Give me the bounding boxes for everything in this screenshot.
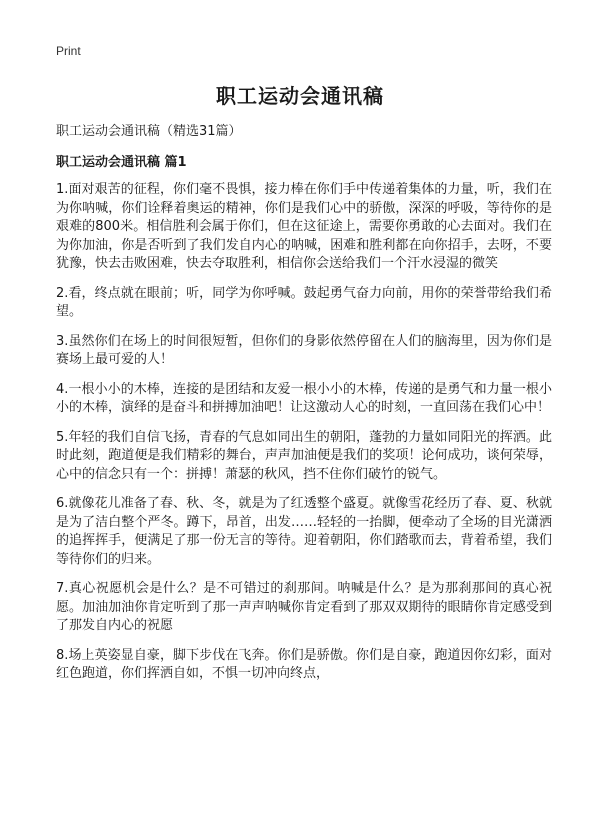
document-title: 职工运动会通讯稿 bbox=[216, 84, 384, 108]
paragraph-5: 5.年轻的我们自信飞扬，青春的气息如同出生的朝阳，蓬勃的力量如同阳光的挥洒。此时此刻，跑道便是我们精彩的舞台，声声加油便是我们的奖项！论何成功，谈何荣辱，心中的信念只有一个：拼搏！萧瑟的秋风，挡不住你们破竹的锐气。 bbox=[56, 429, 552, 482]
paragraph-1: 1.面对艰苦的征程，你们毫不畏惧，接力棒在你们手中传递着集体的力量，听，我们在为你呐喊，你们诠释着奥运的精神，你们是我们心中的骄傲，深深的呼吸，等待你的是艰难的800米。相信胜利会属于你们，但在这征途上，需要你勇敢的心去面对。我们在为你加油，你是否听到了我们发自内心的呐喊，困难和胜利都在向你招手，去呀，不要犹豫，快去击败困难，快去夺取胜利，相信你会送给我们一个汗水浸湿的微笑 bbox=[56, 182, 552, 271]
paragraph-8: 8.场上英姿显自豪，脚下步伐在飞奔。你们是骄傲。你们是自豪，跑道因你幻彩，面对红色跑道，你们挥洒自如，不惧一切冲向终点， bbox=[56, 647, 552, 681]
paragraph-2: 2.看，终点就在眼前；听，同学为你呼喊。鼓起勇气奋力向前，用你的荣誉带给我们希望。 bbox=[56, 285, 552, 319]
paragraph-6: 6.就像花儿准备了春、秋、冬，就是为了红透整个盛夏。就像雪花经历了春、夏、秋就是为了洁白整个严冬。蹲下，昂首，出发……轻轻的一抬脚，便牵动了全场的目光潇洒的追挥挥手，便满足了那一份无言的等待。迎着朝阳，你们踏歌而去，背着希望，我们等待你们的归来。 bbox=[56, 496, 552, 567]
section-heading: 职工运动会通讯稿 篇1 bbox=[56, 155, 187, 170]
article-body bbox=[56, 181, 552, 695]
document-subtitle: 职工运动会通讯稿（精选31篇） bbox=[56, 124, 242, 139]
print-link[interactable]: Print bbox=[56, 44, 81, 58]
paragraph-3: 3.虽然你们在场上的时间很短暂，但你们的身影依然停留在人们的脑海里，因为你们是赛场上最可爱的人！ bbox=[56, 333, 552, 367]
paragraph-4: 4.一根小小的木棒，连接的是团结和友爱一根小小的木棒，传递的是勇气和力量一根小小的木棒，演绎的是奋斗和拼搏加油吧！让这激动人心的时刻，一直回荡在我们心中！ bbox=[56, 381, 552, 415]
paragraph-7: 7.真心祝愿机会是什么？是不可错过的刹那间。呐喊是什么？是为那刹那间的真心祝愿。加油加油你肯定听到了那一声声呐喊你肯定看到了那双双期待的眼睛你肯定感受到了那发自内心的祝愿 bbox=[56, 581, 552, 633]
